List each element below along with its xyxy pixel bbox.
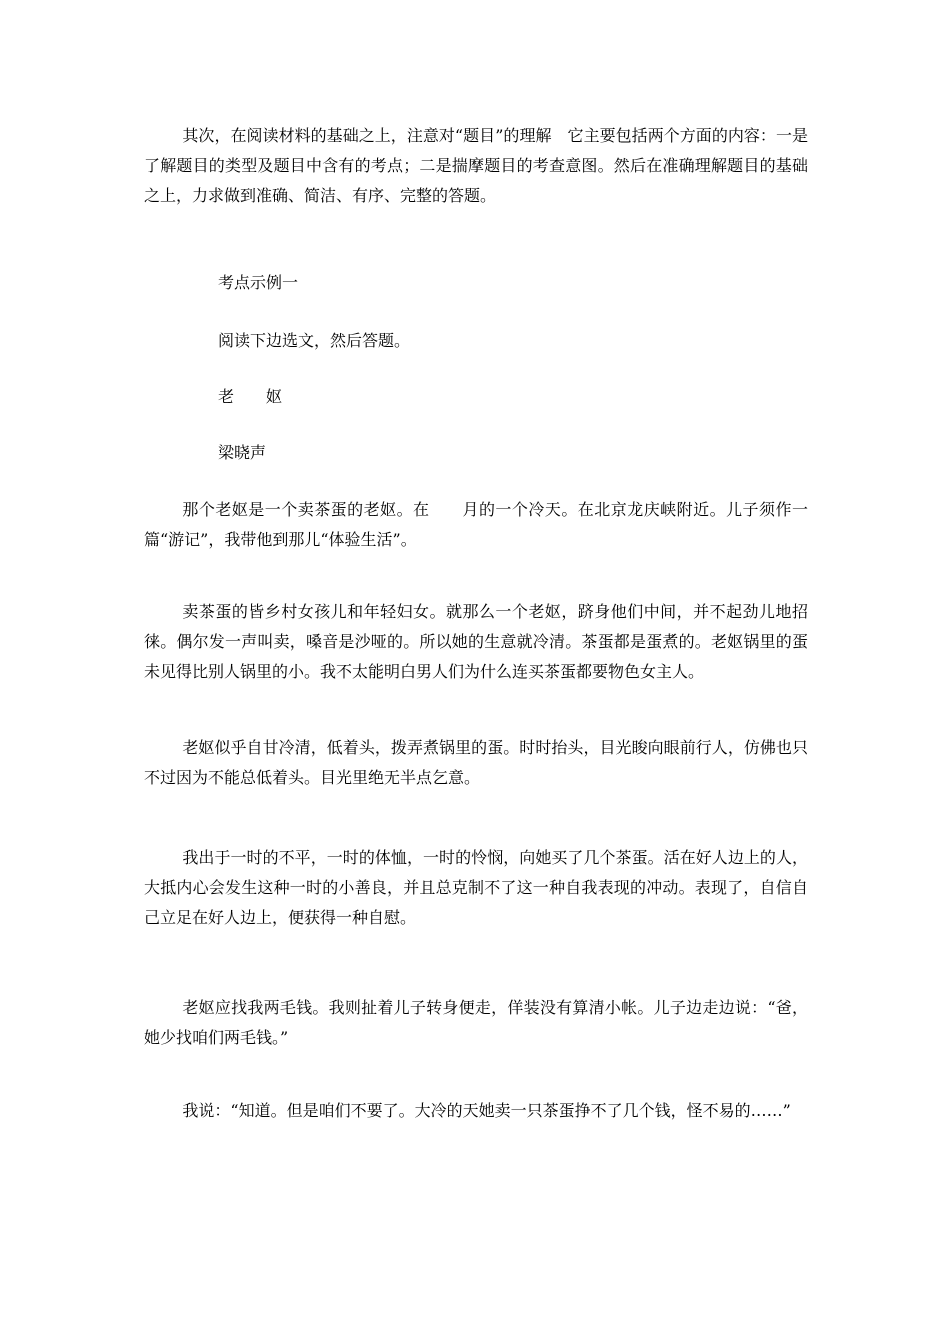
- article-title: 老 妪: [218, 387, 283, 406]
- article-paragraph-3: 老妪似乎自甘冷清，低着头，拨弄煮锅里的蛋。时时抬头，目光睃向眼前行人，仿佛也只不过因为不能总低着头。目光里绝无半点乞意。: [144, 738, 808, 787]
- article-paragraph-2: 卖茶蛋的皆乡村女孩儿和年轻妇女。就那么一个老妪，跻身他们中间，并不起劲儿地招徕。偶尔发一声叫卖，嗓音是沙哑的。所以她的生意就冷清。茶蛋都是蛋煮的。老妪锅里的蛋未见得比别人锅里的小。我不太能明白男人们为什么连买茶蛋都要物色女主人。: [144, 602, 808, 681]
- article-paragraph-6: 我说：“知道。但是咱们不要了。大冷的天她卖一只茶蛋挣不了几个钱，怪不易的……”: [182, 1101, 791, 1120]
- article-paragraph-5: 老妪应找我两毛钱。我则扯着儿子转身便走，佯装没有算清小帐。儿子边走边说：“爸，她少找咱们两毛钱。”: [144, 998, 808, 1047]
- section-heading-example: 考点示例一: [218, 273, 299, 292]
- paragraph-intro: 其次，在阅读材料的基础之上，注意对“题目”的理解 它主要包括两个方面的内容：一是了解题目的类型及题目中含有的考点；二是揣摩题目的考查意图。然后在准确理解题目的基础之上，力求做到准确、简洁、有序、完整的答题。: [144, 126, 808, 205]
- article-author: 梁晓声: [218, 443, 267, 462]
- instruction-text: 阅读下边选文，然后答题。: [218, 331, 411, 350]
- article-paragraph-1: 那个老妪是一个卖茶蛋的老妪。在 月的一个冷天。在北京龙庆峡附近。儿子须作一篇“游记”，我带他到那儿“体验生活”。: [144, 500, 808, 549]
- article-paragraph-4: 我出于一时的不平，一时的体恤，一时的怜悯，向她买了几个茶蛋。活在好人边上的人，大抵内心会发生这种一时的小善良，并且总克制不了这一种自我表现的冲动。表现了，自信自己立足在好人边上，便获得一种自慰。: [144, 848, 808, 927]
